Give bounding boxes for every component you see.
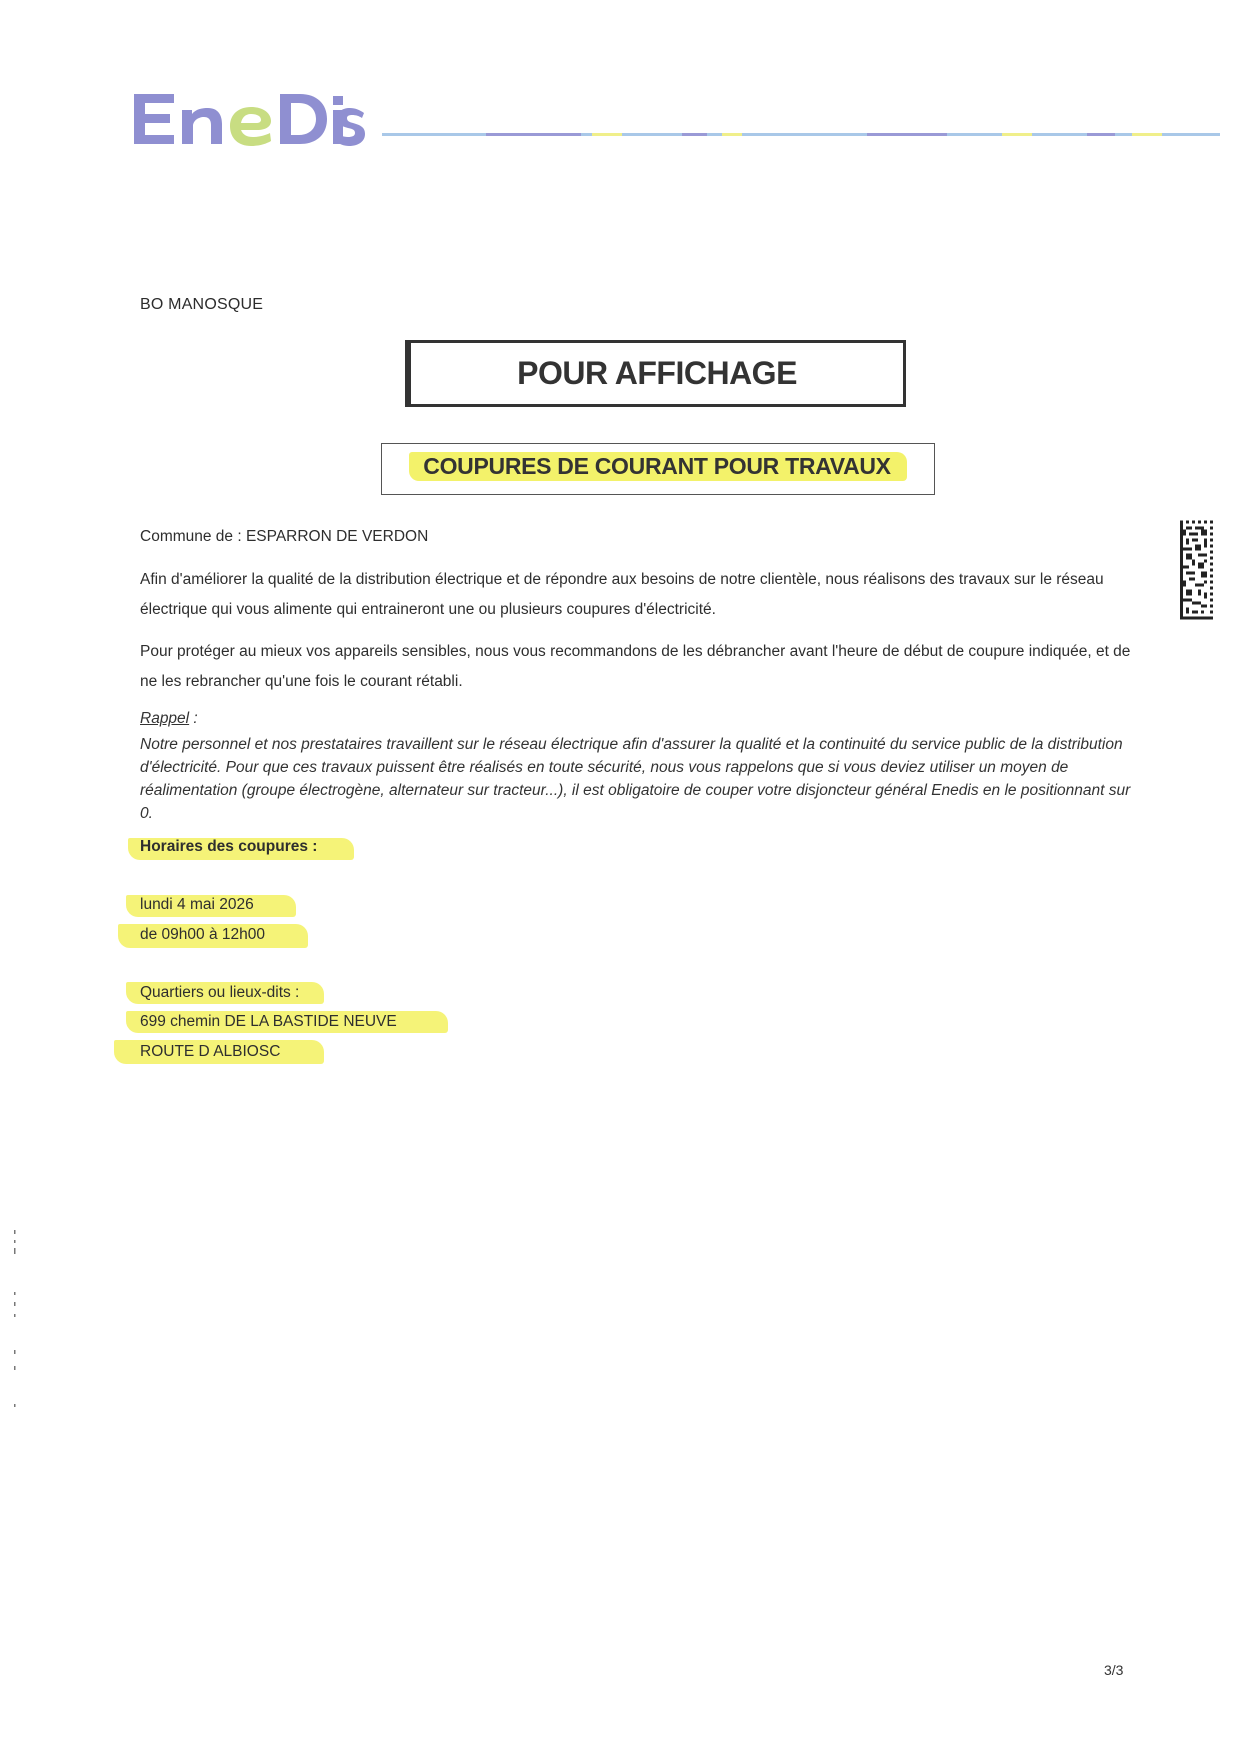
organisation-name: BO MANOSQUE [140,296,264,313]
subtitle-box [381,443,935,495]
outage-date: lundi 4 mai 2026 [140,896,254,913]
horaires-title: Horaires des coupures : [140,838,318,855]
paragraph-intro: Afin d'améliorer la qualité de la distribution électrique et de répondre aux besoins de notre clientèle, nous réalisons des travaux sur le réseau électrique qui vous alimente qui entraineront une ou plusieurs coupures d'électricité. [140,571,1104,618]
commune-line: Commune de : ESPARRON DE VERDON [140,528,429,545]
address-line-2: ROUTE D ALBIOSC [140,1043,281,1060]
subtitle: COUPURES DE COURANT POUR TRAVAUX [409,452,906,481]
enedis-logo [130,88,370,150]
rappel-heading [140,710,198,728]
pour-affichage-box: POUR AFFICHAGE [408,340,906,407]
rappel-text: Notre personnel et nos prestataires travaillent sur le réseau électrique afin d'assurer la qualité et la continuité du service public de la distribution d'électricité. Pour que ces travaux puissent être réalisés en toute sécurité, nous vous rappelons que si vous deviez utiliser un moyen de réalimentation (groupe électrogène, alternateur sur tracteur...), il est obligatoire de couper votre disjoncteur général Enedis en le positionnant sur 0. [140,736,1131,822]
paragraph-recommendation: Pour protéger au mieux vos appareils sensibles, nous vous recommandons de les débrancher avant l'heure de début de coupure indiquée, et de ne les rebrancher qu'une fois le courant rétabli. [140,643,1131,690]
outage-hours: de 09h00 à 12h00 [140,926,265,943]
datamatrix-code [1180,520,1213,620]
rappel-suffix: : [189,710,198,727]
header-rule [382,133,1220,136]
page-number: 3/3 [1104,1662,1124,1678]
address-line-1: 699 chemin DE LA BASTIDE NEUVE [140,1013,397,1030]
rappel-label: Rappel [140,710,190,727]
scan-margin-marks [12,1230,18,1410]
quartiers-label: Quartiers ou lieux-dits : [140,984,300,1001]
